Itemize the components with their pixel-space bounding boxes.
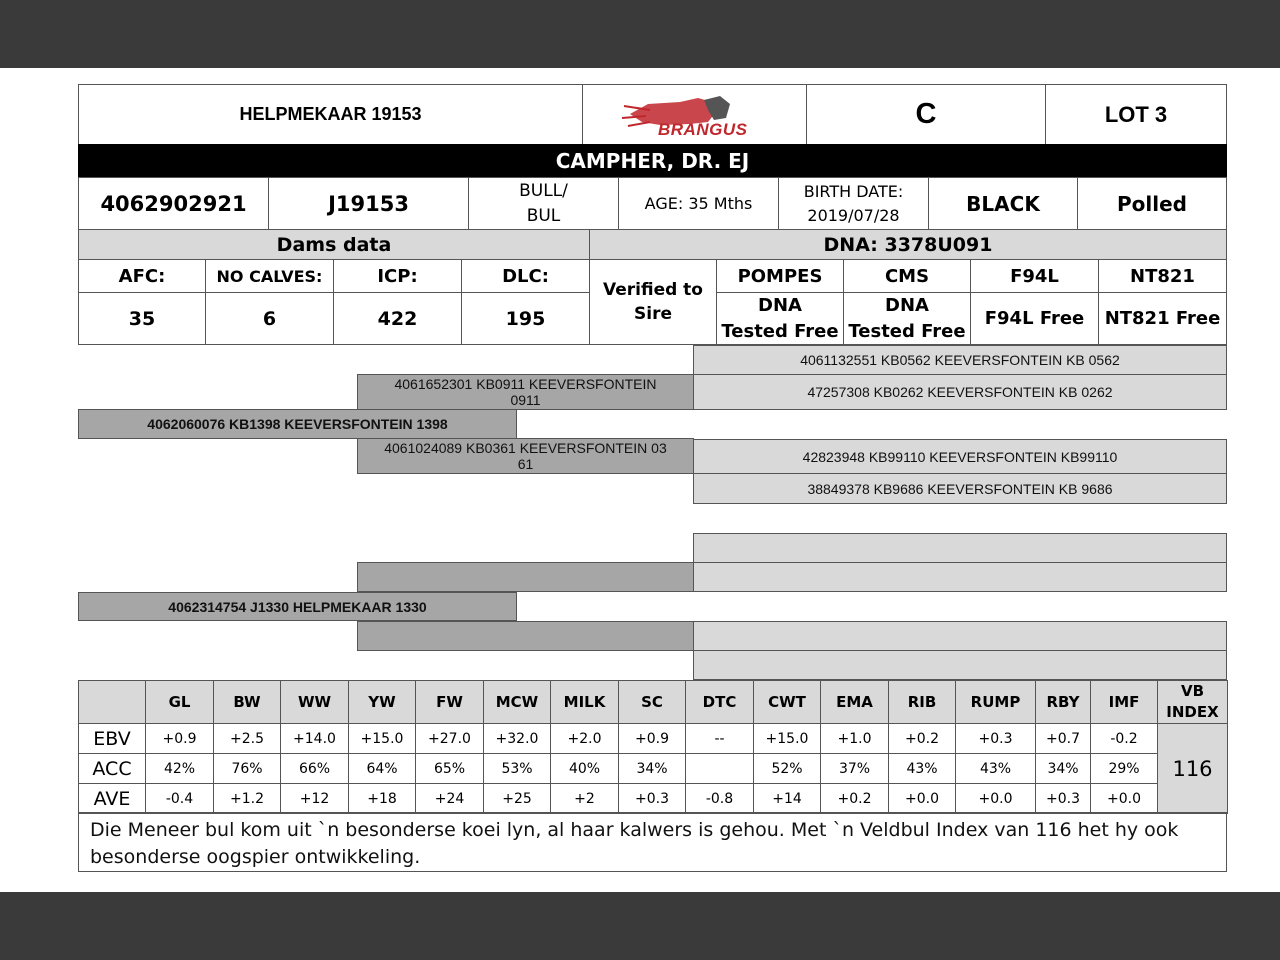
acc-cell: 34% (619, 754, 686, 784)
ave-cell: +18 (349, 784, 416, 814)
ebv-cell: +27.0 (416, 724, 484, 754)
sex-line1: BULL/ (519, 180, 568, 201)
owner-name: CAMPHER, DR. EJ (555, 149, 750, 173)
col-rib: RIB (889, 681, 956, 724)
animal-horn: Polled (1077, 177, 1227, 230)
pompes-line1: DNA (758, 294, 802, 316)
dams-value-icp: 422 (333, 292, 462, 345)
ebv-cell: +15.0 (349, 724, 416, 754)
dna-test-cms-header: CMS (843, 259, 971, 293)
acc-cell: 66% (281, 754, 349, 784)
owner-bar (78, 144, 1227, 178)
col-bw: BW (214, 681, 281, 724)
ebv-cell: +2.5 (214, 724, 281, 754)
ebv-cell: +0.9 (619, 724, 686, 754)
pedigree-sire: 4062060076 KB1398 KEEVERSFONTEIN 1398 (78, 409, 517, 439)
brangus-logo (582, 84, 807, 145)
acc-cell: 53% (484, 754, 551, 784)
ave-cell: +0.3 (619, 784, 686, 814)
ave-cell: -0.8 (686, 784, 754, 814)
acc-cell: 37% (821, 754, 889, 784)
ebv-cell: +0.7 (1036, 724, 1091, 754)
pedigree-gg-sire-sire-sire: 4061132551 KB0562 KEEVERSFONTEIN KB 0562 (693, 345, 1227, 375)
ebv-corner (79, 681, 146, 724)
acc-cell: 65% (416, 754, 484, 784)
dams-value-calves: 6 (205, 292, 334, 345)
sire-sire-line2: 0911 (510, 392, 541, 408)
col-gl: GL (146, 681, 214, 724)
ave-cell: -0.4 (146, 784, 214, 814)
lot-label: LOT 3 (1045, 84, 1227, 145)
acc-cell: 43% (956, 754, 1036, 784)
dams-header-calves: NO CALVES: (205, 259, 334, 293)
pedigree-gg-dam-1 (693, 533, 1227, 563)
sex-line2: BUL (526, 205, 561, 226)
acc-cell: 76% (214, 754, 281, 784)
col-rump: RUMP (956, 681, 1036, 724)
dna-title: DNA: 3378U091 (589, 229, 1227, 260)
cms-line1: DNA (885, 294, 929, 316)
bull-logo-icon (620, 92, 770, 138)
comment-text: Die Meneer bul kom uit `n besonderse koei lyn, al haar kalwers is gehou. Met `n Veldbul Index van 116 het hy ook besonderse oogspier ontwikkeling. (90, 819, 1179, 868)
acc-cell: 29% (1091, 754, 1158, 784)
dams-value-afc: 35 (78, 292, 206, 345)
ebv-cell: +14.0 (281, 724, 349, 754)
ave-cell: +0.2 (821, 784, 889, 814)
pedigree-gg-sire-dam-dam: 38849378 KB9686 KEEVERSFONTEIN KB 9686 (693, 473, 1227, 504)
ebv-row (79, 724, 1228, 754)
ave-cell: +0.0 (889, 784, 956, 814)
ebv-cell: +0.3 (956, 724, 1036, 754)
ebv-cell: +2.0 (551, 724, 619, 754)
ebv-table (78, 680, 1228, 814)
ebv-cell: -- (686, 724, 754, 754)
acc-cell: 43% (889, 754, 956, 784)
birth-date-value: 2019/07/28 (807, 205, 900, 225)
row-label-acc: ACC (79, 754, 146, 784)
col-sc: SC (619, 681, 686, 724)
ave-cell: +1.2 (214, 784, 281, 814)
col-ww: WW (281, 681, 349, 724)
col-milk: MILK (551, 681, 619, 724)
pompes-line2: Tested Free (721, 320, 839, 342)
sire-dam-line1: 4061024089 KB0361 KEEVERSFONTEIN 03 (384, 440, 667, 456)
comment-box (78, 812, 1227, 872)
ebv-cell: +15.0 (754, 724, 821, 754)
vb-label-line1: VB (1180, 682, 1205, 700)
acc-cell: 40% (551, 754, 619, 784)
pedigree-gg-dam-4 (693, 650, 1227, 680)
col-dtc: DTC (686, 681, 754, 724)
sire-sire-line1: 4061652301 KB0911 KEEVERSFONTEIN (394, 376, 657, 392)
animal-sex (468, 177, 619, 230)
dna-test-f94l-header: F94L (970, 259, 1099, 293)
ebv-cell: +1.0 (821, 724, 889, 754)
dna-test-nt821-result: NT821 Free (1098, 292, 1227, 345)
dams-value-dlc: 195 (461, 292, 590, 345)
ave-cell: +14 (754, 784, 821, 814)
col-fw: FW (416, 681, 484, 724)
ave-cell: +0.0 (1091, 784, 1158, 814)
animal-age: AGE: 35 Mths (618, 177, 779, 230)
ave-cell: +2 (551, 784, 619, 814)
pedigree-dam: 4062314754 J1330 HELPMEKAAR 1330 (78, 592, 517, 621)
ebv-header-row (79, 681, 1228, 724)
acc-row (79, 754, 1228, 784)
animal-id: 4062902921 (78, 177, 269, 230)
pedigree-sire-dam (357, 438, 694, 474)
acc-cell (686, 754, 754, 784)
verified-line2: Sire (634, 304, 672, 324)
pedigree-dam-dam (357, 621, 694, 651)
ave-cell: +25 (484, 784, 551, 814)
acc-cell: 34% (1036, 754, 1091, 784)
birth-date-label: BIRTH DATE: (803, 181, 904, 201)
pedigree-dam-sire (357, 562, 694, 592)
dna-test-pompes-header: POMPES (716, 259, 844, 293)
class-label: C (806, 84, 1046, 145)
ave-cell: +0.0 (956, 784, 1036, 814)
acc-cell: 64% (349, 754, 416, 784)
verified-line1: Verified to (603, 280, 703, 300)
dams-header-afc: AFC: (78, 259, 206, 293)
vb-index-value: 116 (1158, 724, 1228, 814)
ebv-cell: +0.2 (889, 724, 956, 754)
pedigree-gg-sire-sire-dam: 47257308 KB0262 KEEVERSFONTEIN KB 0262 (693, 374, 1227, 410)
farm-name: HELPMEKAAR 19153 (78, 84, 583, 145)
dams-data-title: Dams data (78, 229, 590, 260)
pedigree-gg-sire-dam-sire: 42823948 KB99110 KEEVERSFONTEIN KB99110 (693, 439, 1227, 474)
dna-test-f94l-result: F94L Free (970, 292, 1099, 345)
ebv-cell: +0.9 (146, 724, 214, 754)
ave-cell: +12 (281, 784, 349, 814)
birth-date (778, 177, 929, 230)
sire-dam-line2: 61 (517, 456, 534, 472)
pedigree-sire-sire (357, 374, 694, 410)
animal-color: BLACK (928, 177, 1078, 230)
col-rby: RBY (1036, 681, 1091, 724)
row-label-ebv: EBV (79, 724, 146, 754)
dna-test-pompes-result (716, 292, 844, 345)
ave-row (79, 784, 1228, 814)
col-imf: IMF (1091, 681, 1158, 724)
pedigree-gg-dam-2 (693, 562, 1227, 592)
col-yw: YW (349, 681, 416, 724)
dna-test-cms-result (843, 292, 971, 345)
ebv-cell: +32.0 (484, 724, 551, 754)
dams-header-icp: ICP: (333, 259, 462, 293)
cms-line2: Tested Free (848, 320, 966, 342)
col-vb-index (1158, 681, 1228, 724)
dams-header-dlc: DLC: (461, 259, 590, 293)
ave-cell: +0.3 (1036, 784, 1091, 814)
col-mcw: MCW (484, 681, 551, 724)
col-ema: EMA (821, 681, 889, 724)
ebv-cell: -0.2 (1091, 724, 1158, 754)
pedigree-gg-dam-3 (693, 621, 1227, 651)
animal-tag: J19153 (268, 177, 469, 230)
acc-cell: 42% (146, 754, 214, 784)
catalog-page (0, 68, 1280, 892)
acc-cell: 52% (754, 754, 821, 784)
dna-test-nt821-header: NT821 (1098, 259, 1227, 293)
ave-cell: +24 (416, 784, 484, 814)
vb-label-line2: INDEX (1166, 703, 1219, 721)
col-cwt: CWT (754, 681, 821, 724)
logo-text: BRANGUS (657, 119, 747, 138)
row-label-ave: AVE (79, 784, 146, 814)
verified-to-sire (589, 259, 717, 345)
